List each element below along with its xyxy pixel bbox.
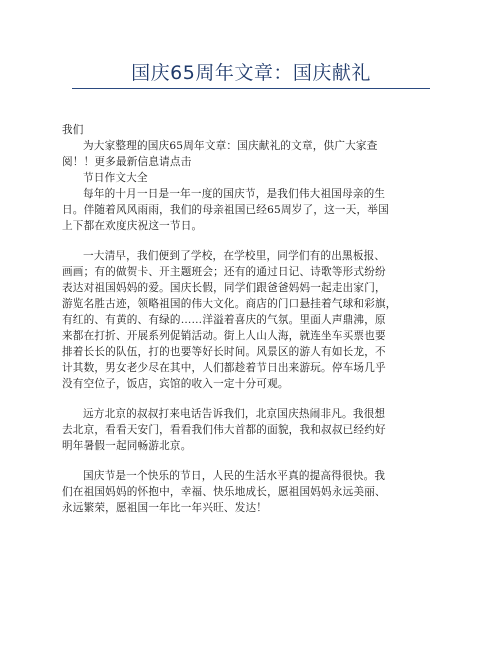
text-line: 们在祖国妈妈的怀抱中，幸福、快乐地成长，愿祖国妈妈永远美丽、	[62, 486, 386, 498]
text-line: 排着长长的队伍，打的也要等好长时间。风景区的游人有如长龙，不	[62, 346, 386, 358]
text-line: 计其数，男女老少尽在其中，人们都趁着节日出来游玩。停车场几乎	[62, 362, 386, 374]
text-line: 永远繁荣，愿祖国一年比一年兴旺、发达！	[62, 502, 268, 514]
paragraph	[62, 122, 442, 234]
text-line: 阅！！更多最新信息请点击	[62, 156, 192, 168]
text-line: 日。伴随着风风雨雨，我们的母亲祖国已经65周岁了，这一天，举国	[62, 204, 389, 216]
text-line: 去北京，看看天安门，看看我们伟大首都的面貌，我和叔叔已经约好	[62, 424, 386, 436]
text-line: 远方北京的叔叔打来电话告诉我们，北京国庆热闹非凡。我很想	[83, 408, 386, 420]
title-underline	[72, 88, 430, 89]
text-line: 为大家整理的国庆65周年文章：国庆献礼的文章，供广大家查	[83, 140, 378, 152]
text-line: 上下都在欢度庆祝这一节日。	[62, 220, 203, 232]
text-line: 没有空位子，饭店，宾馆的收入一定十分可观。	[62, 378, 289, 390]
text-line: 来都在打折、开展系列促销活动。街上人山人海，就连坐车买票也要	[62, 330, 386, 342]
paragraph-gap	[62, 234, 442, 248]
paragraph	[62, 248, 442, 392]
paragraph	[62, 468, 442, 516]
text-line: 表达对祖国妈妈的爱。国庆长假，同学们跟爸爸妈妈一起走出家门，	[62, 282, 386, 294]
text-line: 一大清早，我们便到了学校，在学校里，同学们有的出黑板报、	[83, 250, 386, 262]
text-line: 每年的十月一日是一年一度的国庆节，是我们伟大祖国母亲的生	[83, 188, 386, 200]
text-line: 游览名胜古迹，领略祖国的伟大文化。商店的门口悬挂着气球和彩旗，	[62, 298, 397, 310]
page-title: 国庆65周年文章：国庆献礼	[131, 62, 371, 84]
text-line: 我们	[62, 124, 84, 136]
paragraph-gap	[62, 392, 442, 406]
text-line: 明年暑假一起同畅游北京。	[62, 440, 192, 452]
paragraph-gap	[62, 454, 442, 468]
text-line: 画画；有的做贺卡、开主题班会；还有的通过日记、诗歌等形式纷纷	[62, 266, 386, 278]
text-line: 国庆节是一个快乐的节日，人民的生活水平真的提高得很快。我	[83, 470, 386, 482]
text-line: 有红的、有黄的、有绿的……洋溢着喜庆的气氛。里面人声鼎沸，原	[62, 314, 386, 326]
article-body	[62, 122, 442, 516]
paragraph	[62, 406, 442, 454]
text-line: 节日作文大全	[83, 172, 148, 184]
